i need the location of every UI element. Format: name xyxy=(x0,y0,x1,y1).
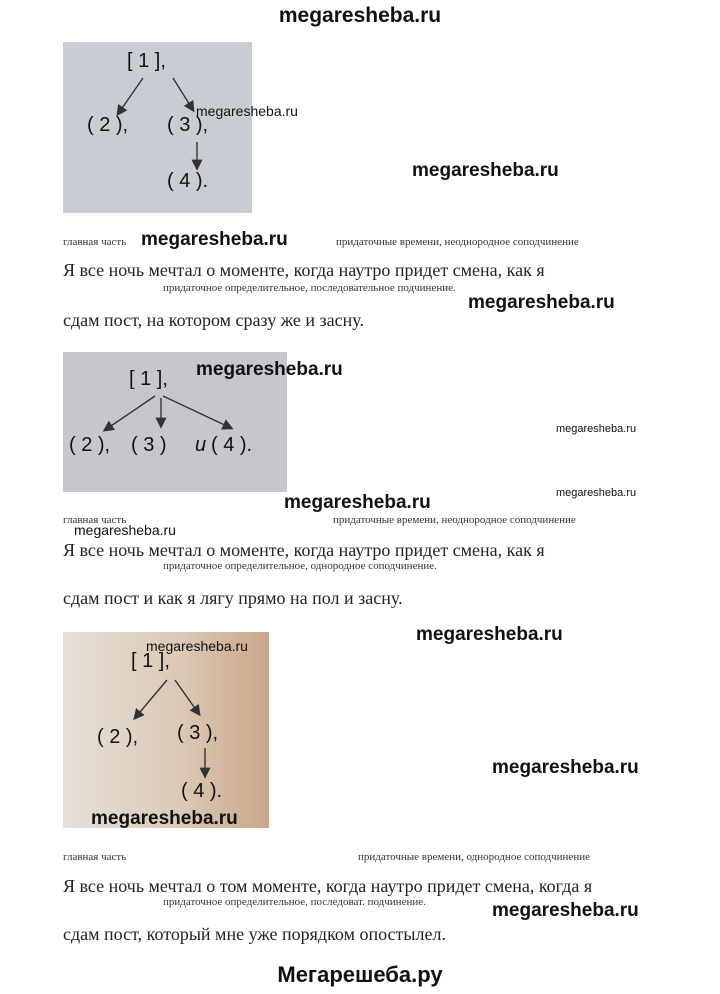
scheme-main-clause: [ 1 ], xyxy=(127,50,166,72)
label-subordinate: придаточные времени, неоднородное соподчинение xyxy=(333,514,576,526)
watermark: megaresheba.ru xyxy=(556,487,637,499)
watermark: megaresheba.ru xyxy=(412,160,559,181)
watermark: megaresheba.ru xyxy=(146,638,248,654)
sentence-line: сдам пост, на котором сразу же и засну. xyxy=(63,310,364,330)
clause-note: придаточное определительное, однородное соподчинение. xyxy=(163,560,437,572)
scheme-clause-4: ( 4 ). xyxy=(181,780,223,802)
scheme-clause-4: ( 4 ). xyxy=(211,434,253,456)
watermark: megaresheba.ru xyxy=(468,292,615,313)
scheme-clause-3: ( 3 ), xyxy=(177,722,219,744)
clause-note: придаточное определительное, последоват. подчинение. xyxy=(163,896,426,908)
watermark: megaresheba.ru xyxy=(284,492,431,513)
watermark: megaresheba.ru xyxy=(492,757,639,778)
label-main-clause: главная часть xyxy=(63,514,127,526)
label-main-clause: главная часть xyxy=(63,851,127,863)
watermark: megaresheba.ru xyxy=(141,229,288,250)
scheme-main-clause: [ 1 ], xyxy=(131,650,170,672)
watermark: megaresheba.ru xyxy=(196,103,298,119)
scheme-clause-2: ( 2 ), xyxy=(87,114,129,136)
sentence-line: Я все ночь мечтал о том моменте, когда наутро придет смена, когда я xyxy=(63,876,593,896)
scheme-clause-4: ( 4 ). xyxy=(167,170,209,192)
watermark: megaresheba.ru xyxy=(416,624,563,645)
sentence-line: Я все ночь мечтал о моменте, когда наутро придет смена, как я xyxy=(63,260,545,280)
scheme-clause-3: ( 3 ), xyxy=(167,114,209,136)
watermark: megaresheba.ru xyxy=(556,423,637,435)
site-header: megaresheba.ru xyxy=(278,4,442,27)
watermark: megaresheba.ru xyxy=(492,900,639,921)
scheme-clause-2: ( 2 ), xyxy=(97,726,139,748)
sentence-line: сдам пост и как я лягу прямо на пол и засну. xyxy=(63,588,403,608)
scheme-clause-2: ( 2 ), xyxy=(69,434,111,456)
label-main-clause: главная часть xyxy=(63,236,127,248)
watermark: megaresheba.ru xyxy=(74,522,176,538)
watermark: megaresheba.ru xyxy=(91,808,238,829)
watermark: megaresheba.ru xyxy=(196,359,343,380)
clause-note: придаточное определительное, последовательное подчинение. xyxy=(163,282,456,294)
label-subordinate: придаточные времени, однородное соподчинение xyxy=(358,851,590,863)
site-footer: Мегарешеба.ру xyxy=(277,962,443,987)
scheme-photo-3 xyxy=(63,632,269,828)
scheme-conjunction: u xyxy=(195,434,207,456)
sentence-line: сдам пост, который мне уже порядком опостылел. xyxy=(63,924,446,944)
scheme-photo-1 xyxy=(63,42,252,213)
scheme-main-clause: [ 1 ], xyxy=(129,368,168,390)
scheme-clause-3: ( 3 ) xyxy=(131,434,167,456)
label-subordinate: придаточные времени, неоднородное соподчинение xyxy=(336,236,579,248)
sentence-line: Я все ночь мечтал о моменте, когда наутро придет смена, как я xyxy=(63,540,545,560)
